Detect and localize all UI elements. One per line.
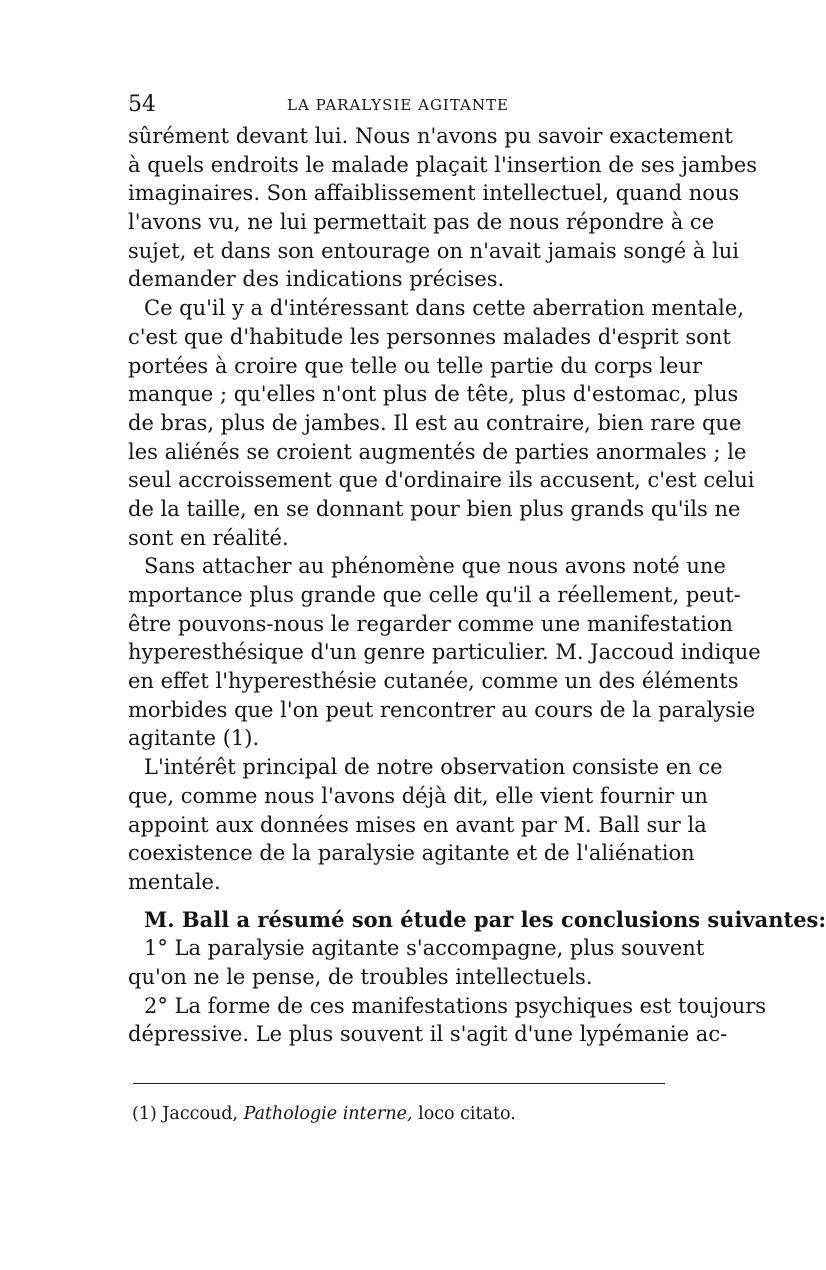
text-line: sujet, et dans son entourage on n'avait jamais songé à lui: [128, 238, 739, 263]
running-title: LA PARALYSIE AGITANTE: [287, 96, 509, 114]
numbered-conclusion: 2° La forme de ces manifestations psychiques est toujours: [144, 993, 767, 1018]
text-line: coexistence de la paralysie agitante et de l'aliénation: [128, 841, 695, 866]
text-line: dépressive. Le plus souvent il s'agit d'une lypémanie ac-: [128, 1022, 728, 1047]
page-header: [128, 92, 668, 122]
text-line: demander des indications précises.: [128, 267, 505, 292]
text-line: sont en réalité.: [128, 525, 289, 550]
footnote: [132, 1104, 516, 1124]
text-line: c'est que d'habitude les personnes malades d'esprit sont: [128, 324, 731, 349]
footnote-author: Jaccoud,: [162, 1104, 238, 1124]
text-line: sûrément devant lui. Nous n'avons pu savoir exactement: [128, 124, 733, 148]
footnote-locus: loco citato.: [418, 1104, 516, 1124]
page-number: 54: [128, 92, 156, 117]
paragraph-start: M. Ball a résumé son étude par les conclusions suivantes:: [144, 906, 826, 932]
text-line: mentale.: [128, 869, 221, 894]
text-line: en effet l'hyperesthésie cutanée, comme un des éléments: [128, 669, 739, 694]
text-line: de la taille, en se donnant pour bien plus grands qu'ils ne: [128, 496, 741, 521]
paragraph-start: L'intérêt principal de notre observation consiste en ce: [144, 755, 723, 780]
text-line: hyperesthésique d'un genre particulier. M. Jaccoud indique: [128, 640, 761, 665]
body-text: [128, 122, 826, 1049]
footnote-marker: (1): [132, 1104, 157, 1124]
text-line: l'avons vu, ne lui permettait pas de nous répondre à ce: [128, 210, 715, 235]
text-line: seul accroissement que d'ordinaire ils accusent, c'est celui: [128, 468, 755, 493]
text-line: être pouvons-nous le regarder comme une manifestation: [128, 611, 733, 636]
text-line: portées à croire que telle ou telle partie du corps leur: [128, 353, 703, 378]
paragraph-start: Sans attacher au phénomène que nous avons noté une: [144, 554, 726, 579]
text-line: à quels endroits le malade plaçait l'insertion de ses jambes: [128, 152, 758, 177]
footnote-divider: [133, 1083, 665, 1084]
text-line: manque ; qu'elles n'ont plus de tête, plus d'estomac, plus: [128, 382, 739, 407]
text-line: agitante (1).: [128, 726, 260, 751]
numbered-conclusion: 1° La paralysie agitante s'accompagne, plus souvent: [144, 936, 705, 961]
text-line: appoint aux données mises en avant par M. Ball sur la: [128, 812, 707, 837]
text-line: qu'on ne le pense, de troubles intellectuels.: [128, 964, 593, 989]
text-line: de bras, plus de jambes. Il est au contraire, bien rare que: [128, 410, 742, 435]
text-line: les aliénés se croient augmentés de parties anormales ; le: [128, 439, 747, 464]
footnote-work-title: Pathologie interne,: [243, 1104, 413, 1124]
text-line: mportance plus grande que celle qu'il a réellement, peut-: [128, 583, 741, 607]
text-line: morbides que l'on peut rencontrer au cours de la paralysie: [128, 697, 756, 722]
text-line: que, comme nous l'avons déjà dit, elle vient fournir un: [128, 783, 708, 808]
text-line: imaginaires. Son affaiblissement intellectuel, quand nous: [128, 181, 740, 206]
paragraph-start: Ce qu'il y a d'intéressant dans cette aberration mentale,: [144, 296, 744, 321]
